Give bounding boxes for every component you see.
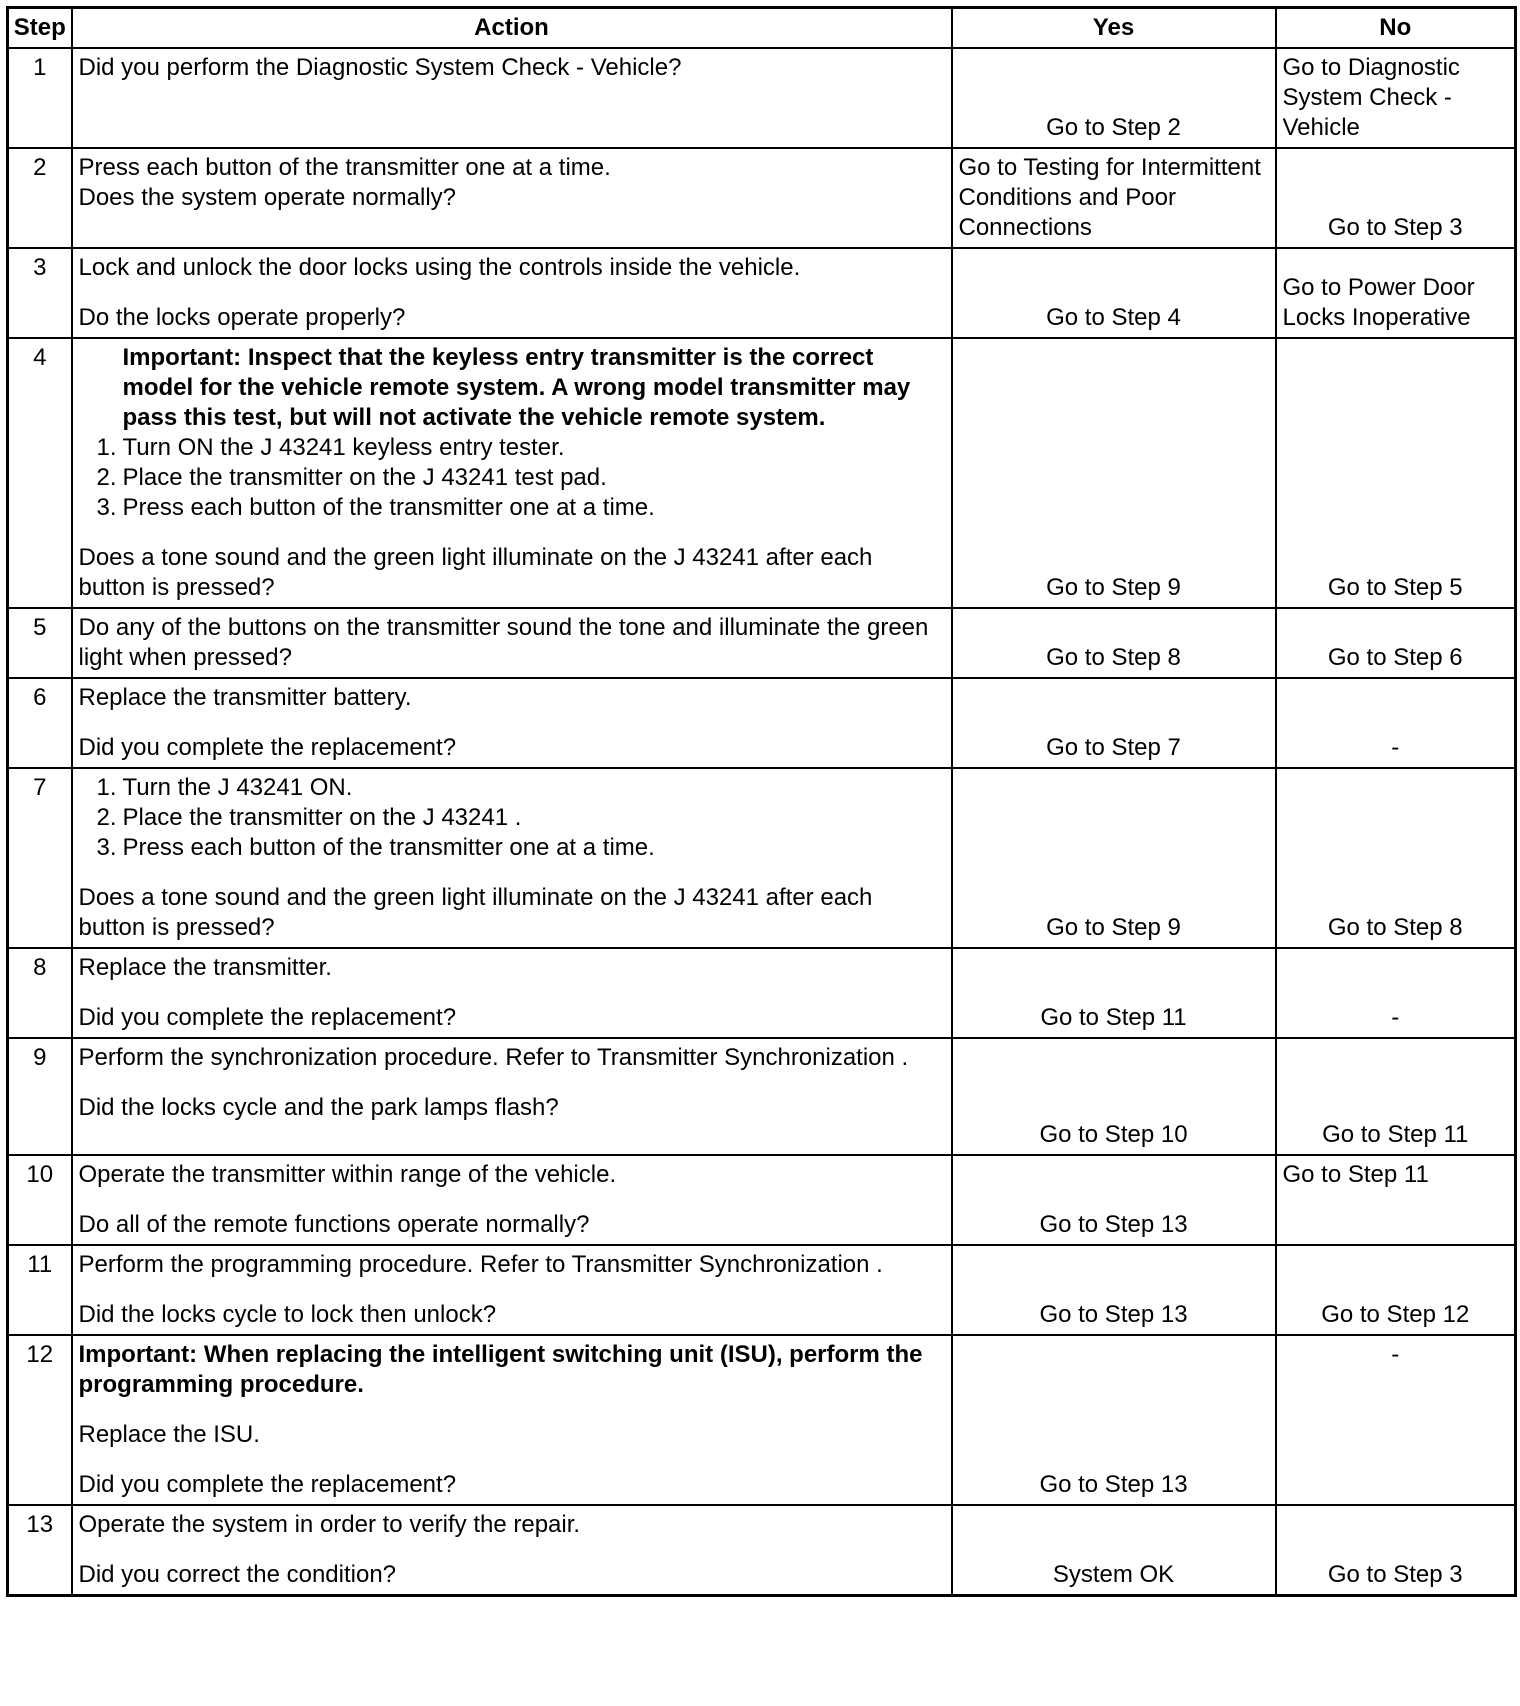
- table-row: [8, 248, 1516, 338]
- action-text: Operate the system in order to verify the repair.: [78, 1511, 581, 1538]
- no-cell: Go to Step 3: [1276, 1505, 1516, 1596]
- action-cell: [72, 768, 952, 948]
- step-number: 11: [8, 1245, 72, 1335]
- list-item: 2. Place the transmitter on the J 43241 test pad.: [96, 464, 607, 491]
- action-text: Lock and unlock the door locks using the controls inside the vehicle.: [78, 254, 801, 281]
- no-cell: Go to Step 5: [1276, 338, 1516, 608]
- table-row: [8, 1038, 1516, 1155]
- no-cell: Go to Step 11: [1276, 1155, 1516, 1245]
- action-text: Replace the transmitter.: [78, 954, 332, 981]
- action-text: Replace the transmitter battery.: [78, 684, 412, 711]
- table-row: [8, 338, 1516, 608]
- action-question: Do all of the remote functions operate normally?: [78, 1211, 590, 1238]
- list-item: 1. Turn ON the J 43241 keyless entry tester.: [96, 434, 565, 461]
- step-number: 5: [8, 608, 72, 678]
- no-cell: -: [1276, 948, 1516, 1038]
- action-text: Did you perform the Diagnostic System Check - Vehicle?: [78, 54, 682, 81]
- yes-cell: Go to Step 13: [952, 1335, 1276, 1505]
- action-cell: [72, 148, 952, 248]
- action-question: Did the locks cycle to lock then unlock?: [78, 1301, 497, 1328]
- header-no: No: [1276, 8, 1516, 49]
- table-row: [8, 1505, 1516, 1596]
- step-number: 10: [8, 1155, 72, 1245]
- table-row: [8, 1155, 1516, 1245]
- step-number: 9: [8, 1038, 72, 1155]
- step-number: 7: [8, 768, 72, 948]
- no-cell: Go to Step 8: [1276, 768, 1516, 948]
- action-text: Press each button of the transmitter one at a time.: [78, 154, 611, 181]
- step-number: 4: [8, 338, 72, 608]
- action-text: Perform the synchronization procedure. Refer to Transmitter Synchronization .: [78, 1044, 909, 1071]
- table-row: [8, 768, 1516, 948]
- action-cell: [72, 1155, 952, 1245]
- action-question: Did the locks cycle and the park lamps flash?: [78, 1094, 559, 1121]
- no-cell: Go to Step 12: [1276, 1245, 1516, 1335]
- action-cell: [72, 1505, 952, 1596]
- action-text: Perform the programming procedure. Refer to Transmitter Synchronization .: [78, 1251, 883, 1278]
- table-row: [8, 1335, 1516, 1505]
- yes-cell: Go to Step 9: [952, 338, 1276, 608]
- action-cell: [72, 948, 952, 1038]
- procedure-list: [79, 433, 945, 523]
- list-item: 2. Place the transmitter on the J 43241 .: [96, 804, 522, 831]
- yes-cell: Go to Step 10: [952, 1038, 1276, 1155]
- step-number: 1: [8, 48, 72, 148]
- yes-cell: Go to Testing for Intermittent Conditions and Poor Connections: [952, 148, 1276, 248]
- list-item: 1. Turn the J 43241 ON.: [96, 774, 353, 801]
- no-cell: Go to Diagnostic System Check - Vehicle: [1276, 48, 1516, 148]
- step-number: 3: [8, 248, 72, 338]
- table-row: [8, 948, 1516, 1038]
- yes-cell: Go to Step 4: [952, 248, 1276, 338]
- yes-cell: Go to Step 13: [952, 1155, 1276, 1245]
- action-question: Did you complete the replacement?: [78, 1004, 457, 1031]
- step-number: 2: [8, 148, 72, 248]
- action-cell: [72, 1335, 952, 1505]
- action-question: Did you complete the replacement?: [78, 734, 457, 761]
- table-row: [8, 148, 1516, 248]
- no-cell: Go to Power Door Locks Inoperative: [1276, 248, 1516, 338]
- action-question: Did you correct the condition?: [78, 1561, 397, 1588]
- yes-cell: System OK: [952, 1505, 1276, 1596]
- action-text: Operate the transmitter within range of the vehicle.: [78, 1161, 617, 1188]
- yes-cell: Go to Step 7: [952, 678, 1276, 768]
- table-row: [8, 678, 1516, 768]
- list-item: 3. Press each button of the transmitter one at a time.: [96, 494, 655, 521]
- action-cell: [72, 338, 952, 608]
- yes-cell: Go to Step 8: [952, 608, 1276, 678]
- action-cell: [72, 678, 952, 768]
- no-cell: Go to Step 3: [1276, 148, 1516, 248]
- action-text: Replace the ISU.: [78, 1421, 260, 1448]
- important-note: Important: When replacing the intelligent switching unit (ISU), perform the programming procedure.: [78, 1341, 923, 1398]
- no-cell: -: [1276, 1335, 1516, 1505]
- header-step: Step: [8, 8, 72, 49]
- no-cell: Go to Step 6: [1276, 608, 1516, 678]
- diagnostic-table: [6, 6, 1517, 1597]
- yes-cell: Go to Step 9: [952, 768, 1276, 948]
- procedure-list: [79, 773, 945, 863]
- action-question: Does the system operate normally?: [78, 184, 457, 211]
- header-action: Action: [72, 8, 952, 49]
- action-question: Do the locks operate properly?: [78, 304, 406, 331]
- no-cell: -: [1276, 678, 1516, 768]
- table-row: [8, 608, 1516, 678]
- table-row: [8, 1245, 1516, 1335]
- step-number: 13: [8, 1505, 72, 1596]
- step-number: 6: [8, 678, 72, 768]
- yes-cell: Go to Step 2: [952, 48, 1276, 148]
- action-text: Do any of the buttons on the transmitter sound the tone and illuminate the green light when pressed?: [78, 614, 929, 671]
- header-row: [8, 8, 1516, 49]
- action-cell: [72, 48, 952, 148]
- header-yes: Yes: [952, 8, 1276, 49]
- action-cell: [72, 1038, 952, 1155]
- important-note: Important: Inspect that the keyless entry transmitter is the correct model for the vehicle remote system. A wrong model transmitter may pass this test, but will not activate the vehicle remote system.: [122, 344, 911, 431]
- step-number: 12: [8, 1335, 72, 1505]
- yes-cell: Go to Step 13: [952, 1245, 1276, 1335]
- action-cell: [72, 1245, 952, 1335]
- action-cell: [72, 248, 952, 338]
- diagnostic-table-container: [6, 6, 1514, 1597]
- table-row: [8, 48, 1516, 148]
- yes-cell: Go to Step 11: [952, 948, 1276, 1038]
- no-cell: Go to Step 11: [1276, 1038, 1516, 1155]
- action-question: Did you complete the replacement?: [78, 1471, 457, 1498]
- action-question: Does a tone sound and the green light illuminate on the J 43241 after each button is pressed?: [78, 544, 873, 601]
- step-number: 8: [8, 948, 72, 1038]
- action-question: Does a tone sound and the green light illuminate on the J 43241 after each button is pressed?: [78, 884, 873, 941]
- list-item: 3. Press each button of the transmitter one at a time.: [96, 834, 655, 861]
- action-cell: [72, 608, 952, 678]
